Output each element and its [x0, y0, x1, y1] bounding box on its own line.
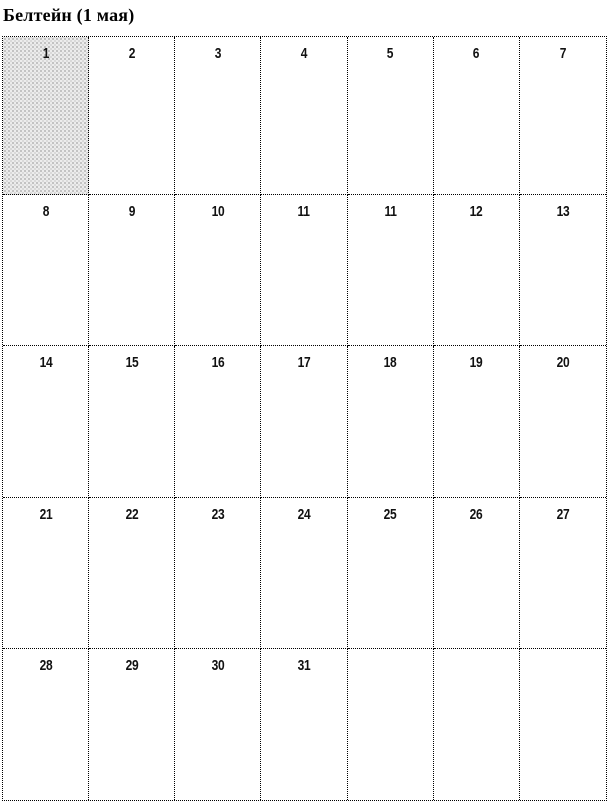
calendar-day-cell	[175, 346, 261, 497]
calendar-day-cell	[3, 346, 89, 497]
calendar-day-cell	[434, 37, 520, 195]
page-title: Белтейн (1 мая)	[3, 5, 135, 25]
day-number: 27	[556, 505, 570, 523]
day-number: 4	[300, 45, 308, 62]
day-number: 21	[39, 505, 52, 523]
calendar-day-cell	[348, 498, 434, 649]
calendar-day-cell	[89, 37, 175, 195]
calendar-day-cell	[89, 498, 175, 649]
calendar-day-cell	[434, 498, 520, 649]
calendar-day-cell	[175, 498, 261, 649]
day-number: 6	[473, 45, 480, 62]
day-number: 7	[559, 45, 567, 62]
calendar-day-cell	[3, 195, 89, 346]
day-number: 30	[211, 656, 225, 674]
calendar-day-cell-empty	[348, 649, 434, 800]
calendar-day-cell	[520, 195, 606, 346]
calendar-day-cell	[175, 649, 261, 800]
day-number: 19	[469, 354, 483, 372]
calendar-day-cell	[261, 195, 347, 346]
day-number: 10	[211, 203, 225, 220]
day-number: 17	[297, 354, 311, 372]
day-number: 15	[125, 354, 139, 372]
day-number: 13	[556, 203, 570, 220]
calendar-day-cell-empty	[434, 649, 520, 800]
calendar-day-cell	[261, 649, 347, 800]
day-number: 14	[39, 354, 52, 372]
calendar-day-cell	[261, 37, 347, 195]
day-number: 8	[42, 203, 49, 220]
calendar-day-cell	[89, 195, 175, 346]
day-number: 9	[128, 203, 135, 220]
calendar-day-cell	[89, 346, 175, 497]
day-number: 12	[469, 203, 483, 220]
day-number: 31	[297, 656, 311, 674]
day-number: 16	[211, 354, 225, 372]
calendar-day-cell	[348, 195, 434, 346]
calendar-day-cell	[348, 346, 434, 497]
calendar-day-cell-empty	[520, 649, 606, 800]
day-number: 18	[383, 354, 397, 372]
calendar-day-cell	[175, 195, 261, 346]
calendar-day-cell	[348, 37, 434, 195]
calendar-grid	[2, 36, 607, 801]
calendar-day-cell	[261, 498, 347, 649]
calendar-day-cell	[3, 649, 89, 800]
day-number: 11	[297, 203, 311, 220]
day-number: 2	[128, 45, 135, 62]
day-number: 25	[383, 505, 397, 523]
day-number: 3	[214, 45, 222, 62]
day-number: 20	[556, 354, 570, 372]
calendar-day-cell	[89, 649, 175, 800]
day-number: 26	[469, 505, 483, 523]
calendar-day-cell	[3, 498, 89, 649]
day-number: 1	[42, 45, 49, 62]
day-number: 24	[297, 505, 311, 523]
day-number: 11	[384, 203, 397, 220]
calendar-day-cell	[520, 498, 606, 649]
calendar-day-cell-highlighted	[3, 37, 89, 195]
calendar-day-cell	[520, 346, 606, 497]
calendar-day-cell	[434, 195, 520, 346]
day-number: 5	[386, 45, 394, 62]
calendar-day-cell	[261, 346, 347, 497]
day-number: 28	[39, 656, 52, 674]
calendar-day-cell	[434, 346, 520, 497]
day-number: 23	[211, 505, 225, 523]
day-number: 29	[125, 656, 139, 674]
calendar-day-cell	[175, 37, 261, 195]
calendar-day-cell	[520, 37, 606, 195]
day-number: 22	[125, 505, 139, 523]
